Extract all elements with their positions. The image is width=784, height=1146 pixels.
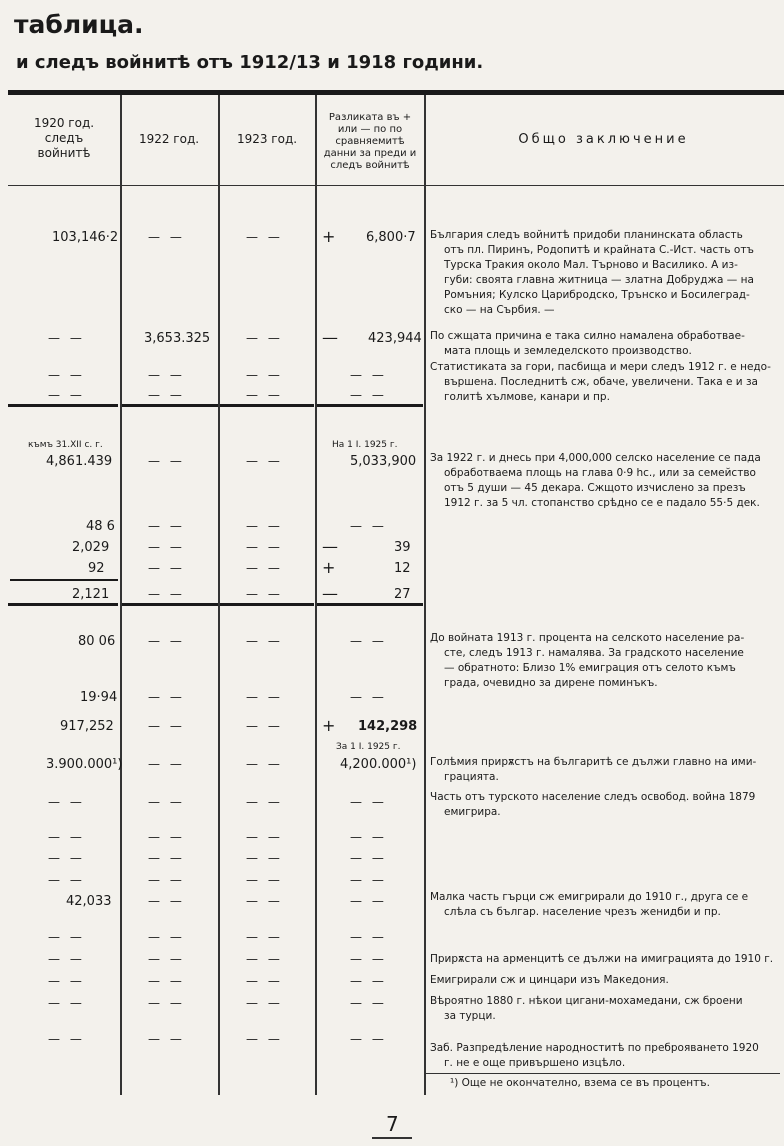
note-turkish-line-2: емигрира. (444, 806, 501, 818)
cell-1922-r13a: — — (148, 795, 185, 809)
cell-diff-r13b: — — (350, 830, 387, 844)
cell-1920-r6: 2,029 (72, 540, 110, 555)
cell-1920-r7: 92 (88, 561, 105, 576)
cell-1923-r15b: — — (246, 952, 283, 966)
header-difference-line-2: или — по по (337, 124, 403, 135)
note-cultivated-line-1: По сжщата причина е така силно намалена обработвае- (430, 330, 745, 342)
cell-1923-r15a: — — (246, 930, 283, 944)
cell-1922-r13c: — — (148, 851, 185, 865)
cell-1923-r9: — — (246, 634, 283, 648)
section-rule-1a (8, 404, 118, 407)
note-gypsies-line-2: за турци. (444, 1010, 496, 1022)
note-greeks-line-2: слѣла съ българ. население чрезъ женидби и пр. (444, 906, 721, 918)
cell-diff-r15e: — — (350, 1032, 387, 1046)
cell-1922-r4: — — (148, 454, 185, 468)
note-remark-line-2: г. не е още привършено изцѣло. (444, 1057, 626, 1069)
cell-1922-r8: — — (148, 587, 185, 601)
header-bottom-rule (8, 185, 784, 186)
section-rule-2a (8, 603, 118, 606)
note-cultivated-line-2: мата площь и земледелското производство. (444, 345, 692, 357)
cell-diff-r12-label: За 1 I. 1925 г. (336, 742, 401, 752)
cell-1920-r9: 80 06 (78, 634, 116, 649)
note-per-capita-line-3: отъ 5 души — 45 декара. Сжщото изчислено за презъ (444, 482, 746, 494)
note-per-capita-line-1: За 1922 г. и днесь при 4,000,000 селско население се пада (430, 452, 761, 464)
note-rural-line-3: — обратното: Близо 1% емиграция отъ селото къмъ (444, 662, 736, 674)
cell-diff-r2: 423,944 (368, 331, 422, 346)
note-rural-line-1: До войната 1913 г. процента на селското население ра- (430, 632, 745, 644)
header-difference-line-4: данни за преди и (323, 148, 417, 159)
header-difference (317, 112, 423, 172)
note-gypsies (430, 994, 775, 1024)
cell-diff-r13c: — — (350, 851, 387, 865)
note-rural-line-4: града, очевидно за дирене поминъкъ. (444, 677, 658, 689)
cell-1923-r11: — — (246, 719, 283, 733)
cell-1922-r15a: — — (148, 930, 185, 944)
cell-1922-r13d: — — (148, 873, 185, 887)
minus-sign-r2: — (322, 328, 338, 347)
note-greeks (430, 890, 775, 920)
cell-1923-r5: — — (246, 519, 283, 533)
cell-1920-r3b: — — (48, 388, 85, 402)
cell-1923-r15d: — — (246, 996, 283, 1010)
sum-rule (10, 579, 118, 581)
cell-1923-r14: — — (246, 894, 283, 908)
cell-diff-r1: 6,800·7 (366, 230, 416, 245)
title-line-2: и следъ войнитѣ отъ 1912/13 и 1918 години. (16, 52, 484, 73)
cell-1923-r8: — — (246, 587, 283, 601)
note-tsintsars: Емигрирали сж и цинцари изъ Македония. (430, 974, 669, 986)
cell-diff-r13d: — — (350, 873, 387, 887)
section-rule-1b (122, 404, 218, 407)
cell-diff-r9: — — (350, 634, 387, 648)
note-bulgarian-growth (430, 755, 775, 785)
cell-diff-r10: — — (350, 690, 387, 704)
column-divider-1 (120, 95, 122, 1095)
cell-diff-r7: 12 (394, 561, 411, 576)
minus-sign-r8: — (322, 584, 338, 603)
section-rule-2c (220, 603, 314, 606)
cell-1920-r8: 2,121 (72, 587, 110, 602)
cell-diff-r11: 142,298 (358, 719, 418, 734)
cell-1923-r13d: — — (246, 873, 283, 887)
cell-1922-r10: — — (148, 690, 185, 704)
cell-1922-r1: — — (148, 230, 185, 244)
cell-1920-r10: 19·94 (80, 690, 118, 705)
note-forests-line-3: голитѣ хълмове, канари и пр. (444, 391, 610, 403)
cell-1920-r15d: — — (48, 996, 85, 1010)
cell-1920-r4-label: къмъ 31.XII с. г. (28, 440, 103, 450)
cell-diff-r15a: — — (350, 930, 387, 944)
cell-1920-r4: 4,861.439 (46, 454, 113, 469)
column-divider-4 (424, 95, 426, 1095)
cell-1923-r7: — — (246, 561, 283, 575)
note-turkish-emigration (430, 790, 775, 820)
note-per-capita (430, 451, 775, 511)
note-armenians: Прирѫста на арменцитѣ се дължи на имиграцията до 1910 г. (430, 953, 774, 965)
header-1920 (14, 116, 114, 161)
cell-diff-r15b: — — (350, 952, 387, 966)
minus-sign-r6: — (322, 537, 338, 556)
cell-1920-r14: 42,033 (66, 894, 112, 909)
cell-1920-r13b: — — (48, 830, 85, 844)
cell-1920-r12: 3.900.000¹) (46, 757, 123, 772)
note-forests (430, 360, 775, 405)
section-rule-1c (220, 404, 314, 407)
cell-1920-r15c: — — (48, 974, 85, 988)
cell-diff-r15d: — — (350, 996, 387, 1010)
footnote-rule (425, 1073, 780, 1074)
cell-1920-r1: 103,146·2 (52, 230, 119, 245)
cell-diff-r4: 5,033,900 (350, 454, 417, 469)
note-gypsies-line-1: Вѣроятно 1880 г. нѣкои цигани-мохамедани, сж броени (430, 995, 743, 1007)
header-difference-line-5: следъ войнитѣ (330, 160, 410, 171)
cell-1920-r13c: — — (48, 851, 85, 865)
header-1920-line-3: войнитѣ (37, 146, 91, 160)
note-territory-line-3: Турска Тракия около Мал. Търново и Василико. А из- (444, 259, 738, 271)
cell-diff-r3a: — — (350, 368, 387, 382)
cell-diff-r8: 27 (394, 587, 411, 602)
cell-1923-r3b: — — (246, 388, 283, 402)
note-forests-line-2: вършена. Последнитѣ сж, обаче, увеличени. Така е и за (444, 376, 758, 388)
header-1922: 1922 год. (138, 132, 200, 146)
cell-1922-r15e: — — (148, 1032, 185, 1046)
title-line-1: таблица. (14, 10, 144, 39)
note-per-capita-line-2: обработваема площь на глава 0·9 hс., или за семейство (444, 467, 756, 479)
plus-sign-r1: + (322, 227, 336, 246)
note-forests-line-1: Статистиката за гори, пасбища и мери следъ 1912 г. е недо- (430, 361, 771, 373)
section-rule-2d (317, 603, 423, 606)
footnote: ¹) Още не окончателно, взема се въ процентъ. (450, 1077, 710, 1089)
cell-1920-r15b: — — (48, 952, 85, 966)
cell-diff-r3b: — — (350, 388, 387, 402)
cell-diff-r4-label: На 1 I. 1925 г. (332, 440, 398, 450)
cell-1923-r2: — — (246, 331, 283, 345)
table-top-rule (8, 90, 784, 95)
note-rural-population (430, 631, 775, 691)
cell-1920-r15a: — — (48, 930, 85, 944)
cell-1923-r13c: — — (246, 851, 283, 865)
cell-diff-r15c: — — (350, 974, 387, 988)
cell-1923-r3a: — — (246, 368, 283, 382)
cell-1923-r15c: — — (246, 974, 283, 988)
cell-1922-r15d: — — (148, 996, 185, 1010)
cell-1923-r6: — — (246, 540, 283, 554)
cell-1923-r4: — — (246, 454, 283, 468)
cell-diff-r12: 4,200.000¹) (340, 757, 417, 772)
note-territory-line-6: ско — на Сърбия. — (444, 304, 555, 316)
cell-1920-r13d: — — (48, 873, 85, 887)
note-territory-line-2: отъ пл. Пиринъ, Родопитѣ и крайната С.-Ист. часть отъ (444, 244, 754, 256)
cell-1923-r15e: — — (246, 1032, 283, 1046)
cell-1920-r15e: — — (48, 1032, 85, 1046)
column-divider-2 (218, 95, 220, 1095)
note-growth-line-2: грацията. (444, 771, 499, 783)
cell-1922-r6: — — (148, 540, 185, 554)
section-rule-2b (122, 603, 218, 606)
note-remark-line-1: Заб. Разпредѣление народноститѣ по преброяването 1920 (430, 1042, 759, 1054)
note-per-capita-line-4: 1912 г. за 5 чл. стопанство срѣдно се е падало 55·5 дек. (444, 497, 760, 509)
cell-1923-r13b: — — (246, 830, 283, 844)
cell-1922-r13b: — — (148, 830, 185, 844)
cell-1922-r12: — — (148, 757, 185, 771)
cell-1923-r10: — — (246, 690, 283, 704)
header-difference-line-1: Разликата въ + (328, 112, 412, 123)
cell-1922-r2: 3,653.325 (144, 331, 211, 346)
column-divider-3 (315, 95, 317, 1095)
cell-diff-r13a: — — (350, 795, 387, 809)
header-conclusion: Общо заключение (518, 132, 689, 147)
cell-1920-r3a: — — (48, 368, 85, 382)
cell-1920-r2: — — (48, 331, 85, 345)
cell-1920-r11: 917,252 (60, 719, 114, 734)
header-1920-line-2: следъ (44, 131, 84, 145)
page-number: 7 (386, 1112, 399, 1136)
note-remark (430, 1041, 775, 1071)
cell-1922-r14: — — (148, 894, 185, 908)
note-greeks-line-1: Малка часть гърци сж емигрирали до 1910 г., друга се е (430, 891, 749, 903)
cell-1923-r12: — — (246, 757, 283, 771)
header-1923: 1923 год. (236, 132, 298, 146)
cell-1920-r5: 48 6 (86, 519, 115, 534)
page-number-rule (372, 1137, 412, 1139)
note-turkish-line-1: Часть отъ турското население следъ освобод. война 1879 (430, 791, 756, 803)
cell-1922-r9: — — (148, 634, 185, 648)
cell-diff-r5: — — (350, 519, 387, 533)
cell-1923-r1: — — (246, 230, 283, 244)
cell-1922-r15c: — — (148, 974, 185, 988)
section-rule-1d (317, 404, 423, 407)
cell-1922-r15b: — — (148, 952, 185, 966)
note-territory (430, 228, 775, 318)
note-rural-line-2: сте, следъ 1913 г. намалява. За градското население (444, 647, 744, 659)
note-growth-line-1: Голѣмия прирѫстъ на българитѣ се дължи главно на ими- (430, 756, 757, 768)
note-territory-line-4: губи: своята главна житница — златна Добруджа — на (444, 274, 754, 286)
cell-1922-r11: — — (148, 719, 185, 733)
cell-1922-r7: — — (148, 561, 185, 575)
plus-sign-r7: + (322, 558, 336, 577)
note-territory-line-1: България следъ войнитѣ придоби планинската область (430, 229, 743, 241)
cell-diff-r14: — — (350, 894, 387, 908)
note-territory-line-5: Ромъния; Кулско Царибродско, Трънско и Босилеград- (444, 289, 750, 301)
cell-1920-r13a: — — (48, 795, 85, 809)
header-difference-line-3: сравняемитѣ (335, 136, 405, 147)
cell-1922-r3a: — — (148, 368, 185, 382)
plus-sign-r11: + (322, 716, 336, 735)
cell-1922-r5: — — (148, 519, 185, 533)
cell-1922-r3b: — — (148, 388, 185, 402)
note-cultivated-area (430, 329, 775, 359)
cell-1923-r13a: — — (246, 795, 283, 809)
cell-diff-r6: 39 (394, 540, 411, 555)
header-1920-line-1: 1920 год. (33, 116, 95, 130)
